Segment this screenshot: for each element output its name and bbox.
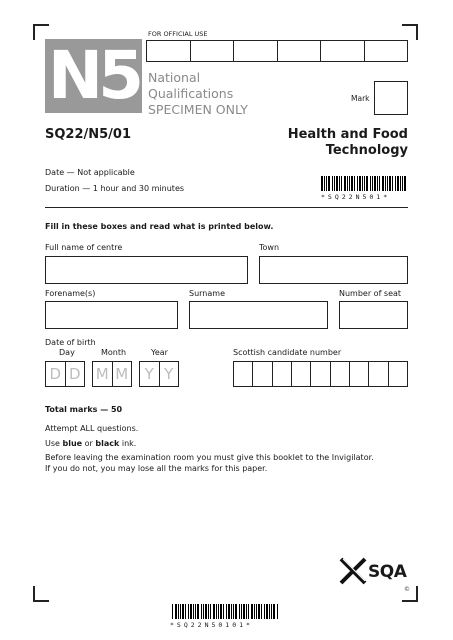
barcode-bar <box>180 604 181 619</box>
barcode-bar <box>324 176 325 191</box>
candidate-digit[interactable] <box>253 362 272 386</box>
official-use-box[interactable] <box>365 41 408 61</box>
barcode-bar <box>370 176 371 191</box>
official-use-box[interactable] <box>321 41 365 61</box>
barcode-bar <box>349 176 350 191</box>
barcode-bar <box>397 176 399 191</box>
barcode-bar <box>195 604 196 619</box>
candidate-digit[interactable] <box>331 362 350 386</box>
barcode-bar <box>228 604 230 619</box>
official-use-box[interactable] <box>234 41 278 61</box>
barcode-bar <box>400 176 401 191</box>
barcode-bar <box>218 604 219 619</box>
barcode-bar <box>178 604 179 619</box>
barcode-bar <box>248 604 249 619</box>
attempt-instruction: Attempt ALL questions. <box>45 424 139 433</box>
barcode-bar <box>216 604 217 619</box>
ink-blue: blue <box>62 439 83 448</box>
dob-day-digit[interactable]: D <box>46 362 66 386</box>
barcode-bar <box>321 176 323 191</box>
candidate-digit[interactable] <box>234 362 253 386</box>
nq-line: Qualifications <box>148 86 234 101</box>
leaving-instruction-1: Before leaving the examination room you must give this booklet to the Invigilator. <box>45 453 374 462</box>
barcode-bar <box>205 604 207 619</box>
barcode-bar <box>404 176 406 191</box>
barcode-bar <box>364 176 365 191</box>
forename-field[interactable] <box>45 301 178 329</box>
barcode-bar <box>351 176 353 191</box>
ink-or: or <box>82 439 96 448</box>
seat-number-field[interactable] <box>339 301 408 329</box>
dob-day-field[interactable] <box>45 361 85 387</box>
candidate-digit[interactable] <box>273 362 292 386</box>
barcode-top <box>321 176 408 191</box>
barcode-bar <box>347 176 348 191</box>
barcode-bottom-digits: *SQ22N50101* <box>170 621 253 629</box>
candidate-number-label: Scottish candidate number <box>233 348 342 357</box>
crop-mark-top-right <box>402 24 418 40</box>
barcode-bar <box>251 604 253 619</box>
official-use-boxes <box>146 40 408 62</box>
dob-year-field[interactable] <box>139 361 179 387</box>
barcode-bar <box>359 176 361 191</box>
barcode-bar <box>231 604 232 619</box>
barcode-bar <box>172 604 173 619</box>
barcode-bar <box>241 604 242 619</box>
duration-text: Duration — 1 hour and 30 minutes <box>45 184 185 193</box>
barcode-bar <box>197 604 199 619</box>
barcode-bar <box>362 176 363 191</box>
sqa-saltire-icon <box>338 556 368 586</box>
barcode-bar <box>201 604 202 619</box>
barcode-bar <box>334 176 335 191</box>
nq-title <box>148 70 248 118</box>
barcode-bar <box>185 604 186 619</box>
crop-mark-bottom-left <box>33 586 49 602</box>
official-use-box[interactable] <box>147 41 191 61</box>
ink-instruction <box>45 438 136 449</box>
centre-name-field[interactable] <box>45 256 248 284</box>
subject-line: Health and Food <box>287 127 408 142</box>
barcode-bar <box>254 604 255 619</box>
divider <box>45 207 408 208</box>
n5-logo: N5 <box>45 39 142 113</box>
dob-month-digit[interactable]: M <box>115 365 129 383</box>
year-label: Year <box>151 348 168 357</box>
barcode-bar <box>203 604 204 619</box>
barcode-bar <box>256 604 257 619</box>
dob-year-digit[interactable]: Y <box>164 365 174 383</box>
ink-prefix: Use <box>45 439 63 448</box>
nq-line: National <box>148 70 201 85</box>
barcode-bar <box>402 176 403 191</box>
date-text: Date — Not applicable <box>45 168 135 177</box>
barcode-top-digits: *SQ22N501* <box>321 193 391 201</box>
barcode-bar <box>377 176 378 191</box>
barcode-bar <box>208 604 209 619</box>
leaving-instruction-2: If you do not, you may lose all the marks for this paper. <box>45 464 268 473</box>
barcode-bar <box>332 176 333 191</box>
barcode-bar <box>264 604 265 619</box>
dob-month-digit[interactable]: M <box>93 362 113 386</box>
form-instruction: Fill in these boxes and read what is printed below. <box>45 222 274 231</box>
barcode-bar <box>188 604 189 619</box>
town-field[interactable] <box>259 256 408 284</box>
surname-field[interactable] <box>189 301 328 329</box>
barcode-bar <box>193 604 194 619</box>
barcode-bar <box>389 176 391 191</box>
official-use-label: FOR OFFICIAL USE <box>148 30 208 38</box>
barcode-bar <box>339 176 340 191</box>
barcode-bar <box>210 604 211 619</box>
copyright-symbol: © <box>404 586 410 593</box>
mark-label: Mark <box>351 94 370 103</box>
centre-label: Full name of centre <box>45 243 123 252</box>
barcode-bar <box>341 176 342 191</box>
crop-mark-top-left <box>33 24 49 40</box>
barcode-bar <box>258 604 260 619</box>
barcode-bar <box>392 176 393 191</box>
dob-label: Date of birth <box>45 338 96 347</box>
barcode-bar <box>366 176 368 191</box>
day-label: Day <box>59 348 75 357</box>
barcode-bar <box>226 604 227 619</box>
barcode-bar <box>266 604 268 619</box>
barcode-bar <box>233 604 234 619</box>
dob-day-digit[interactable]: D <box>68 365 81 383</box>
barcode-bar <box>239 604 240 619</box>
official-use-box[interactable] <box>278 41 322 61</box>
surname-label: Surname <box>189 289 225 298</box>
sqa-logo-text: SQA <box>368 562 407 582</box>
forename-label: Forename(s) <box>45 289 96 298</box>
barcode-bar <box>326 176 327 191</box>
total-marks: Total marks — 50 <box>45 405 123 414</box>
official-use-box[interactable] <box>191 41 235 61</box>
ink-black: black <box>95 439 120 448</box>
subject-title <box>288 127 408 159</box>
barcode-bar <box>175 604 177 619</box>
barcode-bar <box>382 176 384 191</box>
barcode-bar <box>336 176 338 191</box>
barcode-bar <box>372 176 373 191</box>
barcode-bar <box>344 176 346 191</box>
barcode-bar <box>182 604 184 619</box>
barcode-bar <box>379 176 380 191</box>
seat-label: Number of seat <box>339 289 402 298</box>
barcode-bar <box>277 604 278 619</box>
barcode-bar <box>261 604 262 619</box>
barcode-bar <box>273 604 275 619</box>
barcode-bar <box>328 176 330 191</box>
barcode-bar <box>374 176 376 191</box>
barcode-bar <box>246 604 247 619</box>
candidate-digit[interactable] <box>369 362 388 386</box>
barcode-bar <box>385 176 386 191</box>
ink-suffix: ink. <box>119 439 137 448</box>
mark-box[interactable] <box>374 81 408 115</box>
barcode-bar <box>190 604 192 619</box>
dob-month-field[interactable] <box>92 361 132 387</box>
barcode-bar <box>357 176 358 191</box>
candidate-digit[interactable] <box>292 362 311 386</box>
candidate-digit[interactable] <box>350 362 369 386</box>
nq-line: SPECIMEN ONLY <box>148 102 248 117</box>
barcode-bar <box>269 604 270 619</box>
barcode-bar <box>223 604 224 619</box>
barcode-bar <box>354 176 355 191</box>
barcode-bottom <box>172 604 280 619</box>
barcode-bar <box>220 604 222 619</box>
candidate-digit[interactable] <box>389 362 407 386</box>
barcode-bar <box>395 176 396 191</box>
town-label: Town <box>259 243 280 252</box>
candidate-digit[interactable] <box>311 362 330 386</box>
barcode-bar <box>213 604 215 619</box>
subject-line: Technology <box>325 143 408 158</box>
barcode-bar <box>271 604 272 619</box>
candidate-number-field[interactable] <box>233 361 408 387</box>
barcode-bar <box>243 604 245 619</box>
month-label: Month <box>101 348 127 357</box>
barcode-bar <box>235 604 237 619</box>
dob-year-digit[interactable]: Y <box>140 362 160 386</box>
barcode-bar <box>387 176 388 191</box>
paper-code: SQ22/N5/01 <box>45 127 132 142</box>
